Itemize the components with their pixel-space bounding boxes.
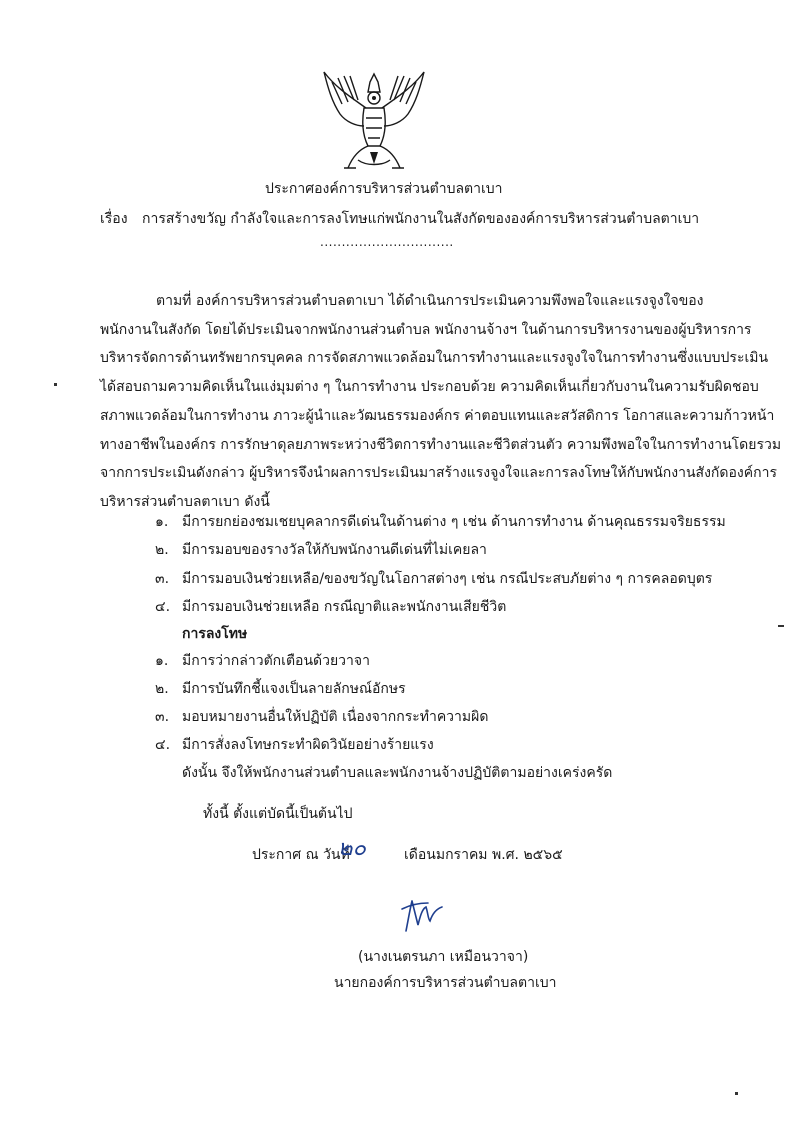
announce-date-suffix: เดือนมกราคม พ.ศ. ๒๕๖๕ bbox=[404, 847, 563, 863]
punishment-text: มีการสั่งลงโทษกระทำผิดวินัยอย่างร้ายแรง bbox=[182, 737, 434, 753]
announce-day-handwritten: ๒๐ bbox=[338, 836, 366, 861]
body-line: จากการประเมินดังกล่าว ผู้บริหารจึงนำผลการประเมินมาสร้างแรงจูงใจและการลงโทษให้กับพนักงานสังกัดองค์การ bbox=[100, 465, 777, 482]
punishment-text: มอบหมายงานอื่นให้ปฏิบัติ เนื่องจากกระทำความผิด bbox=[182, 709, 489, 725]
signer-title: นายกองค์การบริหารส่วนตำบลตาเบา bbox=[334, 975, 557, 991]
handwritten-signature bbox=[398, 895, 446, 935]
subject-label: เรื่อง bbox=[100, 211, 128, 227]
punishment-number: ๒. bbox=[155, 681, 169, 697]
reward-number: ๑. bbox=[155, 514, 169, 530]
body-paragraph bbox=[100, 287, 782, 517]
body-line: ตามที่ องค์การบริหารส่วนตำบลตาเบา ได้ดำเนินการประเมินความพึงพอใจและแรงจูงใจของ bbox=[156, 293, 704, 309]
reward-text: มีการมอบของรางวัลให้กับพนักงานดีเด่นที่ไม่เคยลา bbox=[182, 542, 487, 558]
announce-prefix: ประกาศ ณ วันที่ bbox=[252, 847, 350, 863]
subject-text: การสร้างขวัญ กำลังใจและการลงโทษแก่พนักงานในสังกัดขององค์การบริหารส่วนตำบลตาเบา bbox=[142, 211, 700, 227]
body-line: บริหารส่วนตำบลตาเบา ดังนี้ bbox=[100, 493, 270, 510]
body-line: ทางอาชีพในองค์กร การรักษาดุลยภาพระหว่างชีวิตการทำงานและชีวิตส่วนตัว ความพึงพอใจในการทำงานโดยรวม bbox=[100, 436, 782, 453]
reward-number: ๒. bbox=[155, 542, 169, 558]
punishment-text: มีการบันทึกชี้แจงเป็นลายลักษณ์อักษร bbox=[182, 681, 406, 697]
scan-speck bbox=[778, 625, 784, 627]
reward-text: มีการยกย่องชมเชยบุคลากรดีเด่นในด้านต่าง ๆ เช่น ด้านการทำงาน ด้านคุณธรรมจริยธรรม bbox=[182, 514, 726, 530]
punishment-text: มีการว่ากล่าวตักเตือนด้วยวาจา bbox=[182, 653, 370, 669]
body-line: พนักงานในสังกัด โดยได้ประเมินจากพนักงานส่วนตำบล พนักงานจ้างฯ ในด้านการบริหารงานของผู้บริหารการ bbox=[100, 321, 752, 338]
closing-statement: ดังนั้น จึงให้พนักงานส่วนตำบลและพนักงานจ้างปฏิบัติตามอย่างเคร่งครัด bbox=[182, 765, 613, 781]
document-heading: ประกาศองค์การบริหารส่วนตำบลตาเบา bbox=[265, 181, 503, 197]
scan-speck bbox=[54, 383, 57, 386]
scan-speck bbox=[735, 1092, 738, 1095]
punishment-number: ๓. bbox=[155, 709, 170, 725]
reward-text: มีการมอบเงินช่วยเหลือ/ของขวัญในโอกาสต่างๆ เช่น กรณีประสบภัยต่าง ๆ การคลอดบุตร bbox=[182, 571, 713, 587]
punishment-number: ๔. bbox=[155, 737, 171, 753]
body-line: บริหารจัดการด้านทรัพยากรบุคคล การจัดสภาพแวดล้อมในการทำงานและแรงจูงใจในการทำงานซึ่งแบบประเมิน bbox=[100, 350, 769, 367]
reward-number: ๔. bbox=[155, 599, 171, 615]
body-line: ได้สอบถามความคิดเห็นในแง่มุมต่าง ๆ ในการทำงาน ประกอบด้วย ความคิดเห็นเกี่ยวกับงานในความรับผิดชอบ bbox=[100, 379, 759, 396]
punishment-heading: การลงโทษ bbox=[182, 626, 248, 642]
reward-text: มีการมอบเงินช่วยเหลือ กรณีญาติและพนักงานเสียชีวิต bbox=[182, 599, 507, 615]
punishment-number: ๑. bbox=[155, 653, 169, 669]
garuda-emblem-icon bbox=[318, 68, 430, 172]
signer-name: (นางเนตรนภา เหมือนวาจา) bbox=[358, 949, 529, 965]
body-line: สภาพแวดล้อมในการทำงาน ภาวะผู้นำและวัฒนธรรมองค์กร ค่าตอบแทนและสวัสดิการ โอกาสและความก้าวหน้า bbox=[100, 407, 775, 424]
divider-dots: ............................... bbox=[320, 235, 454, 249]
effective-statement: ทั้งนี้ ตั้งแต่บัดนี้เป็นต้นไป bbox=[203, 806, 353, 822]
reward-number: ๓. bbox=[155, 571, 170, 587]
